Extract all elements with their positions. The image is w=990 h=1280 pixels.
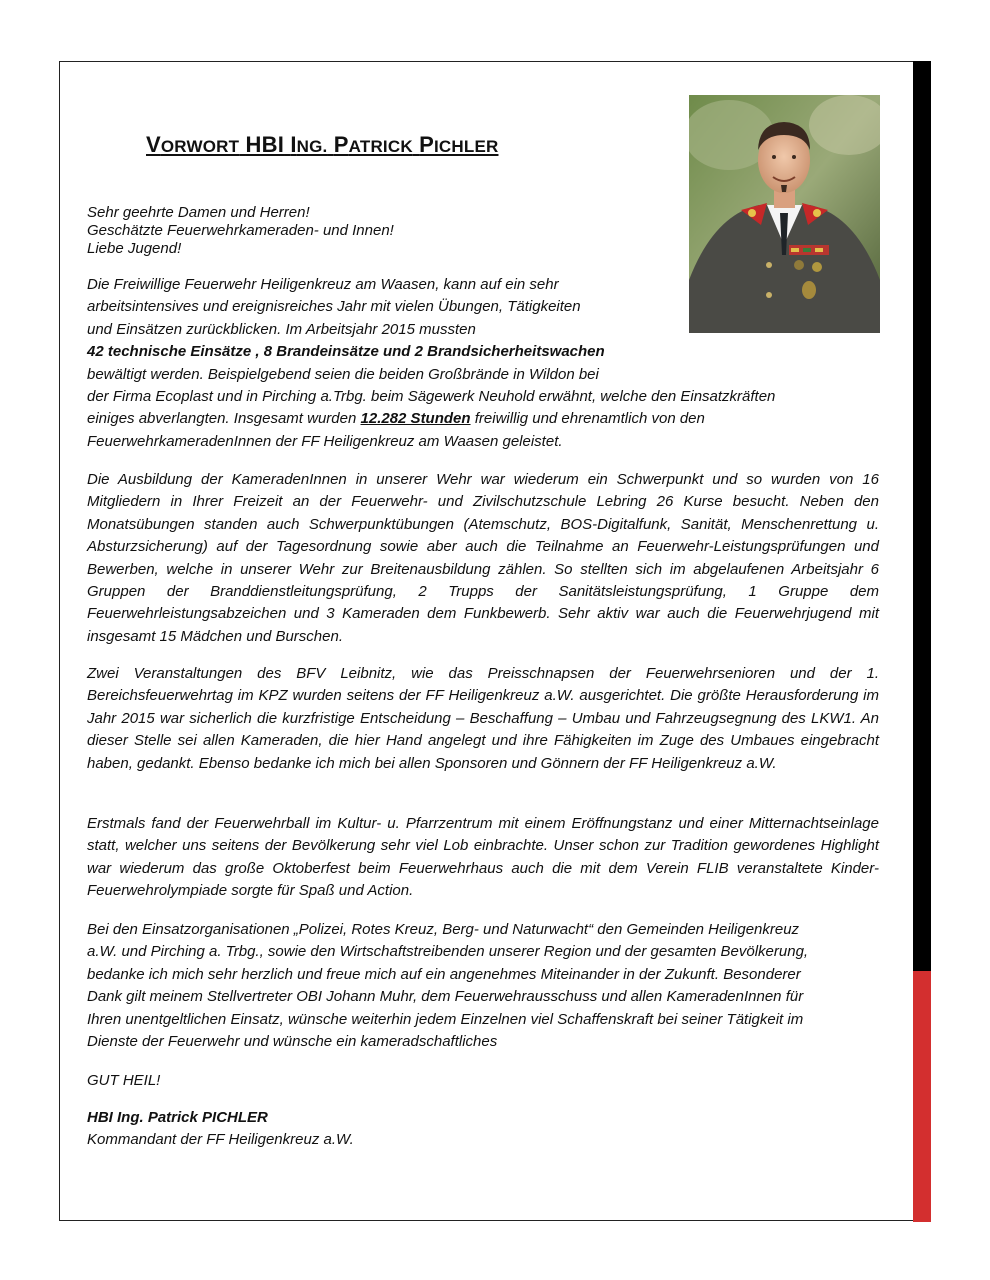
side-bar-red <box>913 971 931 1222</box>
closing-greeting: GUT HEIL! <box>87 1072 161 1089</box>
text-line: der Firma Ecoplast und in Pirching a.Trbg. beim Sägewerk Neuhold erwähnt, welche den Einsatzkräften <box>87 388 776 406</box>
paragraph-ball: Erstmals fand der Feuerwehrball im Kultur- u. Pfarrzentrum mit einem Eröffnungstanz und einer Mitternachtseinlage statt, welcher uns seitens der Bevölkerung sehr viel Lob einbrachte. Unser schon zur Tradition gewordenes Highlight war wiederum das große Oktoberfest beim Feuerwehrhaus auch die mit dem Verein FLIB veranstaltete Kinder-Feuerwehrolympiade sorgte für Spaß und Action. <box>87 815 879 900</box>
paragraph-summary <box>87 274 776 453</box>
hours-total: 12.282 Stunden <box>360 410 471 428</box>
greeting-line: Sehr geehrte Damen und Herren! <box>87 204 310 221</box>
greeting-line: Liebe Jugend! <box>87 240 182 257</box>
paragraph-thanks <box>87 919 879 1053</box>
page-title: VORWORT HBI ING. PATRICK PICHLER <box>146 132 499 157</box>
signature-block <box>87 1107 354 1152</box>
paragraph-training: Die Ausbildung der KameradenInnen in unserer Wehr war wiederum ein Schwerpunkt und so wurden von 16 Mitgliedern in Ihrer Freizeit an der Feuerwehr- und Zivilschutzschule Lebring 26 Kurse besucht. Neben den Monatsübungen standen auch Schwerpunktübungen (Atemschutz, BOS-Digitalfunk, Sanität, Menschenrettung u. Absturzsicherung) auf der Tagesordnung sowie aber auch die Teilnahme an Feuerwehr-Leistungsprüfungen und Bewerben, welche in unserer Wehr zur Breitenausbildung zählen. So stellten sich im abgelaufenen Arbeitsjahr 6 Gruppen der Branddienstleitungsprüfung, 2 Trupps der Sanitätsleistungsprüfung, 1 Gruppe dem Feuerwehrleistungsabzeichen und 3 Kameraden dem Funkbewerb. Sehr aktiv war auch die Feuerwehrjugend mit insgesamt 15 Mädchen und Burschen. <box>87 471 879 645</box>
text-line: Die Freiwillige Feuerwehr Heiligenkreuz am Waasen, kann auf ein sehr <box>87 276 559 293</box>
text-line: a.W. und Pirching a. Trbg., sowie den Wirtschaftstreibenden unserer Region und der gesamten Bevölkerung, <box>87 943 809 961</box>
portrait-photo <box>689 95 880 333</box>
text-line: und Einsätzen zurückblicken. Im Arbeitsjahr 2015 mussten <box>87 320 476 338</box>
text-line: bedanke ich mich sehr herzlich und freue mich auf ein angenehmes Miteinander in der Zukunft. Besonderer <box>87 965 801 983</box>
hours-line: einiges abverlangten. Insgesamt wurden 12.282 Stunden freiwillig und ehrenamtlich von den <box>87 410 705 428</box>
text-line: Dienste der Feuerwehr und wünsche ein kameradschaftliches <box>87 1033 498 1051</box>
signature-role: Kommandant der FF Heiligenkreuz a.W. <box>87 1131 354 1149</box>
text-line: arbeitsintensives und ereignisreiches Jahr mit vielen Übungen, Tätigkeiten <box>87 298 581 316</box>
signature-name: HBI Ing. Patrick PICHLER <box>87 1109 268 1126</box>
text-line: bewältigt werden. Beispielgebend seien die beiden Großbrände in Wildon bei <box>87 365 599 383</box>
greeting <box>87 204 647 258</box>
text-line: Bei den Einsatzorganisationen „Polizei, Rotes Kreuz, Berg- und Naturwacht“ den Gemeinden Heiligenkreuz <box>87 921 800 938</box>
greeting-line: Geschätzte Feuerwehrkameraden- und Innen! <box>87 222 394 239</box>
text-line: FeuerwehrkameradenInnen der FF Heiligenkreuz am Waasen geleistet. <box>87 432 563 450</box>
text-line: Dank gilt meinem Stellvertreter OBI Johann Muhr, dem Feuerwehrausschuss und allen KameradenInnen für <box>87 988 804 1006</box>
operations-count: 42 technische Einsätze , 8 Brandeinsätze und 2 Brandsicherheitswachen <box>87 343 605 361</box>
side-bar-black <box>913 61 931 971</box>
text-line: Ihren unentgeltlichen Einsatz, wünsche weiterhin jedem Einzelnen viel Schaffenskraft bei seiner Tätigkeit im <box>87 1010 804 1028</box>
paragraph-events: Zwei Veranstaltungen des BFV Leibnitz, wie das Preisschnapsen der Feuerwehrsenioren und der 1. Bereichsfeuerwehrtag im KPZ wurden seitens der FF Heiligenkreuz a.W. ausgerichtet. Die größte Herausforderung im Jahr 2015 war sicherlich die kurzfristige Entscheidung – Beschaffung – Umbau und Fahrzeugsegnung des LKW1. An dieser Stelle sei allen Kameraden, die hier Hand angelegt und ihre Fähigkeiten im Zuge des Umbaues eingebracht haben, gedankt. Ebenso bedanke ich mich bei allen Sponsoren und Gönnern der FF Heiligenkreuz a.W. <box>87 665 879 772</box>
